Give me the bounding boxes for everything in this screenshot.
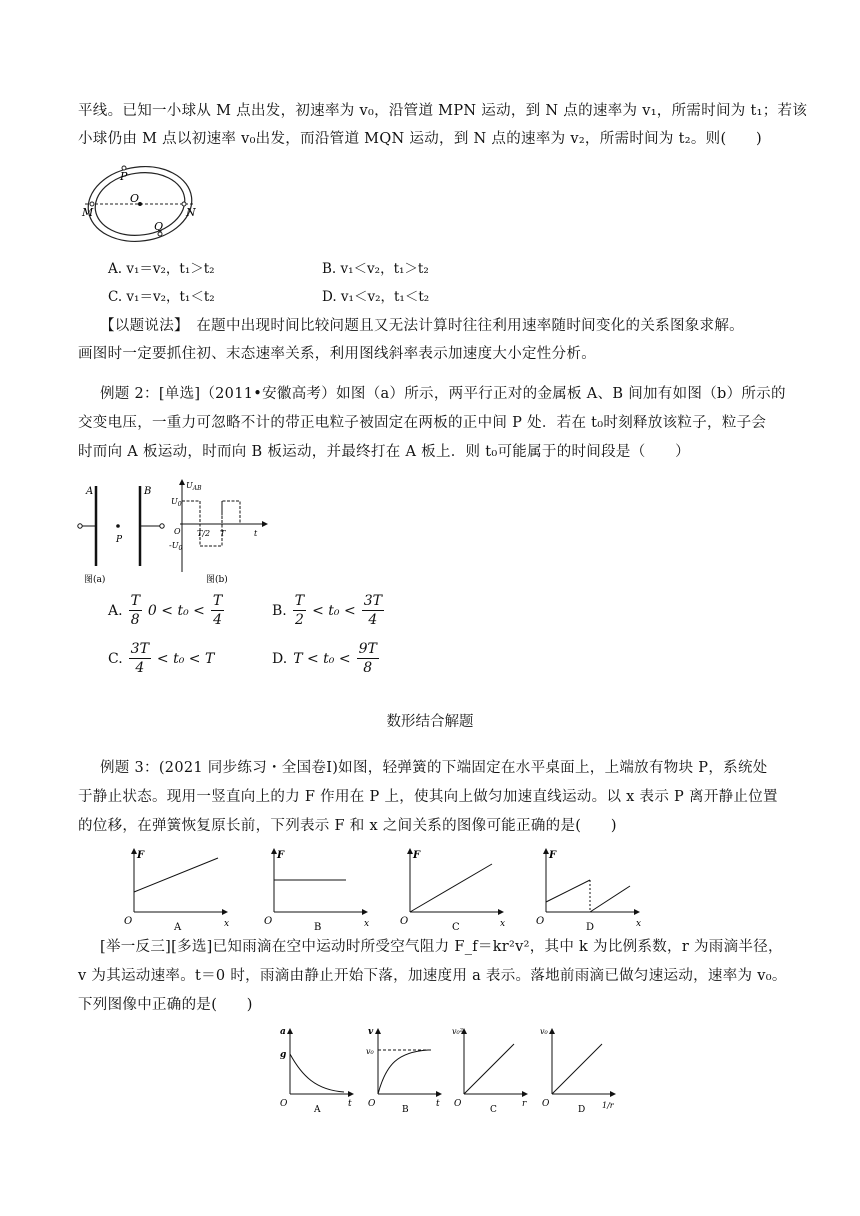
figure-b-caption: 图(b)	[206, 575, 228, 585]
q2-line-2: 交变电压，一重力可忽略不计的带正电粒子被固定在两板的正中间 P 处．若在 t₀时刻释放该粒子，粒子会	[78, 415, 767, 431]
q3-line-3: 的位移，在弹簧恢复原长前，下列表示 F 和 x 之间关系的图像可能正确的是( )	[78, 818, 617, 834]
svg-text:C: C	[452, 922, 460, 933]
svg-text:v₀: v₀	[540, 1027, 548, 1036]
svg-text:D: D	[578, 1105, 586, 1115]
svg-text:O: O	[542, 1099, 550, 1109]
svg-text:O: O	[280, 1099, 288, 1109]
svg-text:t: t	[254, 529, 258, 538]
svg-text:T: T	[220, 529, 226, 538]
q4-line-1: [举一反三][多选]已知雨滴在空中运动时所受空气阻力 F_f＝kr²v²，其中 k 为比例系数，r 为雨滴半径，	[100, 939, 783, 955]
q4-line-2: v 为其运动速率。t＝0 时，雨滴由静止开始下落，加速度用 a 表示。落地前雨滴已做匀速运动，速率为 v₀。	[78, 968, 787, 984]
svg-text:UAB: $U_{AB}$	[186, 481, 202, 492]
q3-graph-a	[122, 846, 232, 932]
voltage-figure	[170, 476, 270, 586]
svg-text:T/2: T/2	[197, 529, 211, 538]
q3-graph-b	[262, 846, 372, 932]
svg-text:-U0: $-U_0$	[169, 541, 183, 552]
note-line-1: 【以题说法】 在题中出现时间比较问题且又无法计算时往往利用速率随时间变化的关系图象求解。	[100, 318, 744, 334]
q1-option-c: C. v₁＝v₂，t₁＜t₂	[108, 289, 215, 305]
label-m: M	[82, 206, 94, 219]
q3-line-1: 例题 3：(2021 同步练习・全国卷Ⅰ)如图，轻弹簧的下端固定在水平桌面上，上端放有物块 P，系统处	[100, 760, 768, 776]
svg-text:F: F	[549, 850, 557, 861]
svg-text:t: t	[348, 1099, 352, 1109]
q4-graph-b	[366, 1024, 446, 1114]
svg-text:A: A	[314, 1105, 321, 1115]
svg-text:x: x	[500, 919, 506, 929]
q2-option-c: C. $\frac{3T}{4}$ < t₀ < T	[108, 641, 215, 676]
svg-text:O: O	[536, 916, 545, 927]
svg-text:O: O	[400, 916, 409, 927]
svg-text:O: O	[368, 1099, 376, 1109]
plates-figure	[74, 476, 174, 586]
svg-text:1/r: 1/r	[602, 1101, 614, 1110]
label-n: N	[186, 206, 196, 219]
svg-text:O: O	[124, 916, 133, 927]
q3-graph-d	[534, 846, 644, 932]
q1-option-d: D. v₁＜v₂，t₁＜t₂	[322, 289, 430, 305]
q2-line-1: 例题 2：[单选]（2011•安徽高考）如图（a）所示，两平行正对的金属板 A、B 间加有如图（b）所示的	[100, 386, 786, 402]
label-o: O	[130, 192, 140, 205]
svg-text:F: F	[277, 850, 285, 861]
q2-option-a: A. $\frac{T}{8}$ 0 < t₀ < $\frac{T}{4}$	[108, 593, 223, 628]
point-p-label: P	[116, 535, 123, 545]
svg-text:F: F	[413, 850, 421, 861]
u-label: U	[186, 481, 193, 490]
q2-option-d: D. T < t₀ < $\frac{9T}{8}$	[272, 641, 377, 676]
q1-option-a: A. v₁＝v₂，t₁＞t₂	[108, 261, 215, 277]
svg-text:B: B	[314, 922, 322, 933]
svg-text:O: O	[264, 916, 273, 927]
q3-graph-c	[398, 846, 508, 932]
svg-text:O: O	[454, 1099, 462, 1109]
q4-graph-a	[278, 1024, 358, 1114]
q1-line-1: 平线。已知一小球从 M 点出发，初速率为 v₀，沿管道 MPN 运动，到 N 点的速率为 v₁，所需时间为 t₁；若该	[78, 103, 808, 119]
note-line-2: 画图时一定要抓住初、末态速率关系，利用图线斜率表示加速度大小定性分析。	[78, 346, 596, 362]
svg-text:v: v	[368, 1027, 374, 1037]
q2-line-3: 时而向 A 板运动，时而向 B 板运动，并最终打在 A 板上．则 t₀可能属于的时间段是（ ）	[78, 444, 690, 460]
svg-text:B: B	[402, 1105, 409, 1115]
svg-text:t: t	[436, 1099, 440, 1109]
svg-text:r: r	[522, 1099, 527, 1109]
svg-text:x: x	[364, 919, 370, 929]
q4-line-3: 下列图像中正确的是( )	[78, 997, 253, 1013]
label-q: Q	[154, 220, 164, 233]
svg-text:U0: $U_0$	[171, 497, 182, 508]
svg-text:D: D	[586, 922, 595, 933]
q1-option-b: B. v₁＜v₂，t₁＞t₂	[322, 261, 429, 277]
pipe-figure	[80, 158, 200, 250]
svg-text:v₀²: v₀²	[452, 1027, 463, 1036]
label-p: P	[120, 170, 128, 183]
section-title: 数形结合解题	[386, 714, 474, 730]
q4-graph-c	[452, 1024, 532, 1114]
svg-text:C: C	[490, 1105, 497, 1115]
plate-a-label: A	[86, 486, 94, 497]
q2-option-b: B. $\frac{T}{2}$ < t₀ < $\frac{3T}{4}$	[272, 593, 382, 628]
svg-text:F: F	[137, 850, 145, 861]
q1-line-2: 小球仍由 M 点以初速率 v₀出发，而沿管道 MQN 运动，到 N 点的速率为 v₂，所需时间为 t₂。则( )	[78, 131, 762, 147]
svg-text:v₀: v₀	[366, 1047, 374, 1056]
svg-text:x: x	[224, 919, 230, 929]
svg-text:O: O	[174, 527, 181, 536]
q4-graph-d	[540, 1024, 620, 1116]
q3-line-2: 于静止状态。现用一竖直向上的力 F 作用在 P 上，使其向上做匀加速直线运动。以 x 表示 P 离开静止位置	[78, 789, 778, 805]
svg-text:A: A	[174, 922, 182, 933]
svg-text:x: x	[636, 919, 642, 929]
figure-a-caption: 图(a)	[84, 575, 106, 585]
plate-b-label: B	[144, 486, 152, 497]
svg-text:a: a	[280, 1027, 286, 1037]
svg-text:g: g	[280, 1050, 287, 1060]
